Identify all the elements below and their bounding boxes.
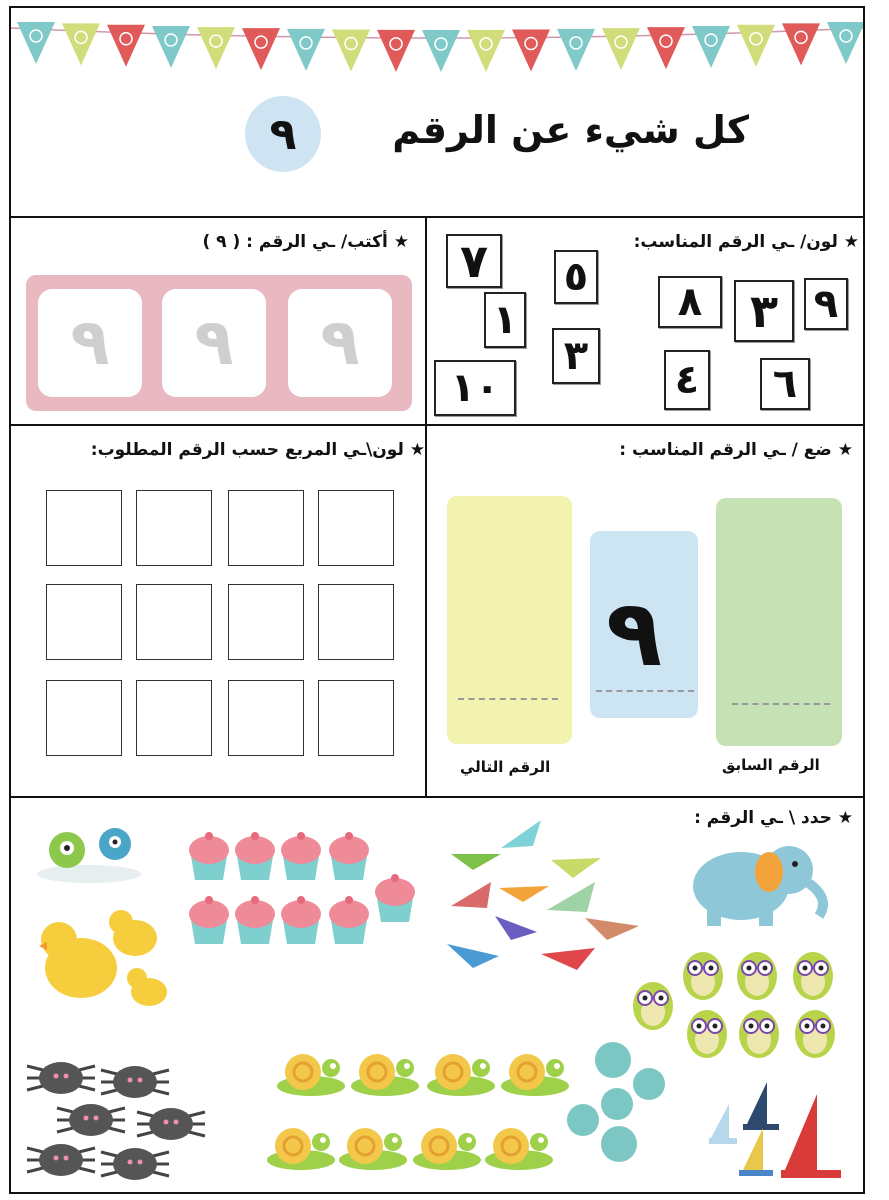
number-tile[interactable]: ٦ (760, 358, 810, 410)
color-square[interactable] (318, 680, 394, 756)
snail (501, 1054, 569, 1096)
cupcake (329, 896, 369, 944)
number-tile[interactable]: ٣ (552, 328, 600, 384)
spider (57, 1104, 125, 1136)
bunting-flag (332, 30, 370, 72)
owl (795, 1010, 835, 1058)
owls-group[interactable] (633, 952, 835, 1058)
number-tile[interactable]: ٣ (734, 280, 794, 342)
answer-line (458, 698, 558, 700)
color-squares-instruction: ★ لون\ـي المربع حسب الرقم المطلوب: (90, 440, 425, 460)
cupcake (189, 896, 229, 944)
owl (737, 952, 777, 1000)
answer-line (596, 690, 694, 692)
trace-box (26, 275, 412, 411)
spider (101, 1148, 169, 1180)
color-square[interactable] (136, 584, 212, 660)
cupcake (189, 832, 229, 880)
number-tile[interactable]: ٧ (446, 234, 502, 288)
title-number-badge: ٩ (245, 96, 321, 172)
color-square[interactable] (318, 490, 394, 566)
bunting-flag (692, 26, 730, 68)
identify-instruction: ★ حدد \ ـي الرقم : (694, 808, 853, 828)
snail (427, 1054, 495, 1096)
trace-digit[interactable]: ٩ (288, 289, 392, 397)
paper-planes-group[interactable] (447, 820, 639, 970)
snail (485, 1128, 553, 1170)
bunting-flag (737, 25, 775, 67)
spider (27, 1144, 95, 1176)
number-tile[interactable]: ٨ (658, 276, 722, 328)
cupcake (375, 874, 415, 922)
elephant[interactable] (693, 846, 823, 926)
cupcake (235, 896, 275, 944)
write-instruction: ★ أكتب/ ـي الرقم : ( ٩ ) (202, 232, 409, 252)
spider (101, 1066, 169, 1098)
trace-digit[interactable]: ٩ (162, 289, 266, 397)
snail (339, 1128, 407, 1170)
divider (9, 424, 865, 426)
color-square[interactable] (46, 680, 122, 756)
previous-number-column[interactable] (716, 498, 842, 746)
cupcake (281, 832, 321, 880)
snail (267, 1128, 335, 1170)
bunting-flag (467, 30, 505, 72)
owl (739, 1010, 779, 1058)
number-tile[interactable]: ٥ (554, 250, 598, 304)
snail (413, 1128, 481, 1170)
number-tile[interactable]: ٩ (804, 278, 848, 330)
bunting-flag (602, 28, 640, 70)
spider (137, 1108, 205, 1140)
boats-group[interactable] (709, 1082, 841, 1178)
counting-illustrations (11, 798, 863, 1192)
ducks-group[interactable] (39, 910, 167, 1006)
snail (351, 1054, 419, 1096)
bunting-flag (557, 29, 595, 71)
bunting-flag (287, 29, 325, 71)
owl (683, 952, 723, 1000)
color-square[interactable] (46, 490, 122, 566)
bunting-flag (512, 30, 550, 72)
bunting-flag (17, 22, 55, 64)
owl (793, 952, 833, 1000)
bunting-flags (11, 8, 863, 78)
color-square[interactable] (228, 680, 304, 756)
current-number: ٩ (606, 580, 663, 687)
cupcakes-group[interactable] (189, 832, 415, 944)
previous-number-label: الرقم السابق (722, 756, 820, 774)
bunting-flag (107, 25, 145, 67)
number-tile[interactable]: ٤ (664, 350, 710, 410)
snails-group[interactable] (267, 1054, 569, 1170)
color-square[interactable] (228, 490, 304, 566)
divider (425, 216, 427, 796)
next-number-label: الرقم التالي (460, 758, 551, 776)
spider (27, 1062, 95, 1094)
bunting-flag (197, 27, 235, 69)
bunting-flag (827, 22, 863, 64)
bunting-flag (377, 30, 415, 72)
cupcake (281, 896, 321, 944)
bunting-flag (422, 30, 460, 72)
place-number-instruction: ★ ضع / ـي الرقم المناسب : (619, 440, 853, 460)
answer-line (732, 703, 830, 705)
owl (633, 982, 673, 1030)
bunting-flag (647, 27, 685, 69)
bunting-flag (62, 23, 100, 65)
cupcake (329, 832, 369, 880)
snail (277, 1054, 345, 1096)
number-tile[interactable]: ١٠ (434, 360, 516, 416)
next-number-column[interactable] (447, 496, 572, 744)
owl (687, 1010, 727, 1058)
cupcake (235, 832, 275, 880)
color-square[interactable] (228, 584, 304, 660)
bunting-flag (782, 23, 820, 65)
monsters-group[interactable] (37, 828, 141, 883)
color-number-instruction: ★ لون/ ـي الرقم المناسب: (633, 232, 859, 252)
divider (9, 216, 865, 218)
trace-digit[interactable]: ٩ (38, 289, 142, 397)
bubbles-group[interactable] (567, 1042, 665, 1162)
bunting-flag (242, 28, 280, 70)
spiders-group[interactable] (27, 1062, 205, 1180)
bunting-flag (152, 26, 190, 68)
number-tile[interactable]: ١ (484, 292, 526, 348)
color-square[interactable] (136, 680, 212, 756)
color-square[interactable] (318, 584, 394, 660)
color-square[interactable] (136, 490, 212, 566)
color-square[interactable] (46, 584, 122, 660)
page-title: كل شيء عن الرقم (392, 108, 749, 152)
